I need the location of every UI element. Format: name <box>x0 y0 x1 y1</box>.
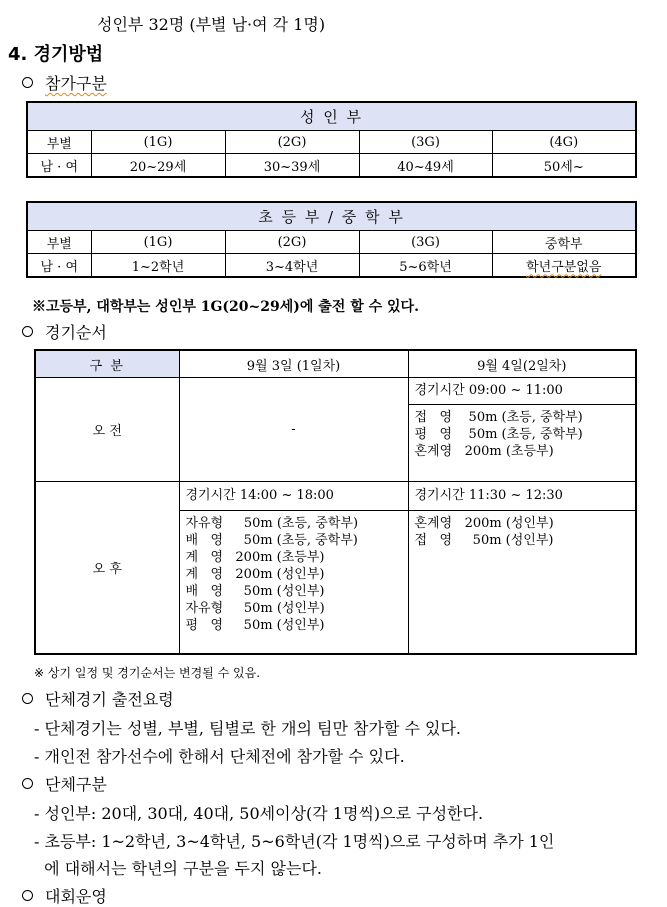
team-entry-label: 단체경기 출전요령 <box>45 690 174 709</box>
adult-table-title: 성 인 부 <box>27 102 636 131</box>
adult-cell-3: 40~49세 <box>359 154 492 178</box>
youth-table-title: 초 등 부 / 중 학 부 <box>27 202 636 231</box>
circle-bullet-icon <box>22 693 33 704</box>
team-class-item-1: - 초등부: 1~2학년, 3~4학년, 5~6학년(각 1명씩)으로 구성하며 추가 1인 <box>34 832 555 851</box>
schedule-header-0: 구 분 <box>35 350 179 378</box>
afternoon-day1-event-3: 계 영 200m (성인부) <box>185 567 325 582</box>
morning-day2-event-0: 접 영 50m (초등, 중학부) <box>414 410 583 425</box>
team-entry-label-row <box>22 687 174 710</box>
youth-header-1: (1G) <box>91 231 225 254</box>
adult-header-1: (1G) <box>91 131 225 154</box>
adult-cell-2: 30~39세 <box>225 154 359 178</box>
morning-day1: - <box>179 378 408 482</box>
team-entry-item-0: - 단체경기는 성별, 부별, 팀별로 한 개의 팀만 참가할 수 있다. <box>34 719 462 738</box>
afternoon-day1-events <box>179 511 408 655</box>
afternoon-day1-event-4: 배 영 50m (성인부) <box>185 584 325 599</box>
youth-cell-0: 남 · 여 <box>27 254 91 278</box>
team-entry-item-1: - 개인전 참가선수에 한해서 단체전에 참가할 수 있다. <box>34 747 405 766</box>
adult-cell-0: 남 · 여 <box>27 154 91 178</box>
team-class-item-2: 에 대해서는 학년의 구분을 두지 않는다. <box>34 859 322 878</box>
adult-header-2: (2G) <box>225 131 359 154</box>
eligibility-note: ※고등부, 대학부는 성인부 1G(20~29세)에 출전 할 수 있다. <box>32 299 419 315</box>
top-line: 성인부 32명 (부별 남·여 각 1명) <box>97 15 326 34</box>
section-heading: 4. 경기방법 <box>8 44 104 65</box>
afternoon-day1-time: 경기시간 14:00 ~ 18:00 <box>179 482 408 511</box>
youth-cell-3: 5~6학년 <box>359 254 492 278</box>
no-grade-division: 학년구분없음 <box>526 259 602 275</box>
schedule-note: ※ 상기 일정 및 경기순서는 변경될 수 있음. <box>34 666 261 680</box>
adult-header-3: (3G) <box>359 131 492 154</box>
afternoon-label: 오 후 <box>35 482 179 655</box>
team-class-label: 단체구분 <box>45 775 107 794</box>
participation-label-row <box>22 71 107 94</box>
youth-header-0: 부별 <box>27 231 91 254</box>
youth-cell-4 <box>492 254 636 278</box>
operation-label-row <box>22 884 107 907</box>
youth-header-3: (3G) <box>359 231 492 254</box>
afternoon-day2-event-0: 혼계영 200m (성인부) <box>414 516 554 531</box>
order-label: 경기순서 <box>45 323 107 342</box>
morning-day2-event-2: 혼계영 200m (초등부) <box>414 444 554 459</box>
schedule-header-2: 9월 4일(2일차) <box>408 350 636 378</box>
adult-header-0: 부별 <box>27 131 91 154</box>
youth-table <box>26 201 637 278</box>
circle-bullet-icon <box>22 77 33 88</box>
circle-bullet-icon <box>22 778 33 789</box>
afternoon-day1-event-0: 자유형 50m (초등, 중학부) <box>185 516 359 531</box>
team-class-item-0: - 성인부: 20대, 30대, 40대, 50세이상(각 1명씩)으로 구성한다. <box>34 804 484 823</box>
adult-cell-1: 20~29세 <box>91 154 225 178</box>
order-label-row <box>22 320 107 343</box>
participation-label: 참가구분 <box>45 74 107 93</box>
afternoon-day2-events <box>408 511 636 655</box>
afternoon-day1-event-6: 평 영 50m (성인부) <box>185 618 325 633</box>
morning-day2-events <box>408 405 636 482</box>
afternoon-day1-event-5: 자유형 50m (성인부) <box>185 601 325 616</box>
schedule-header-1: 9월 3일 (1일차) <box>179 350 408 378</box>
operation-label: 대회운영 <box>45 887 107 906</box>
youth-header-4: 중학부 <box>492 231 636 254</box>
morning-label: 오 전 <box>35 378 179 482</box>
youth-cell-1: 1~2학년 <box>91 254 225 278</box>
youth-header-2: (2G) <box>225 231 359 254</box>
circle-bullet-icon <box>22 890 33 901</box>
adult-header-4: (4G) <box>492 131 636 154</box>
schedule-table <box>34 349 637 655</box>
team-class-label-row <box>22 772 107 795</box>
afternoon-day1-event-2: 계 영 200m (초등부) <box>185 550 325 565</box>
youth-cell-2: 3~4학년 <box>225 254 359 278</box>
morning-day2-time: 경기시간 09:00 ~ 11:00 <box>408 378 636 405</box>
adult-cell-4: 50세~ <box>492 154 636 178</box>
circle-bullet-icon <box>22 326 33 337</box>
morning-day2-event-1: 평 영 50m (초등, 중학부) <box>414 427 583 442</box>
adult-table <box>26 101 637 178</box>
afternoon-day1-event-1: 배 영 50m (초등, 중학부) <box>185 533 358 548</box>
afternoon-day2-event-1: 접 영 50m (성인부) <box>414 533 554 548</box>
afternoon-day2-time: 경기시간 11:30 ~ 12:30 <box>408 482 636 511</box>
